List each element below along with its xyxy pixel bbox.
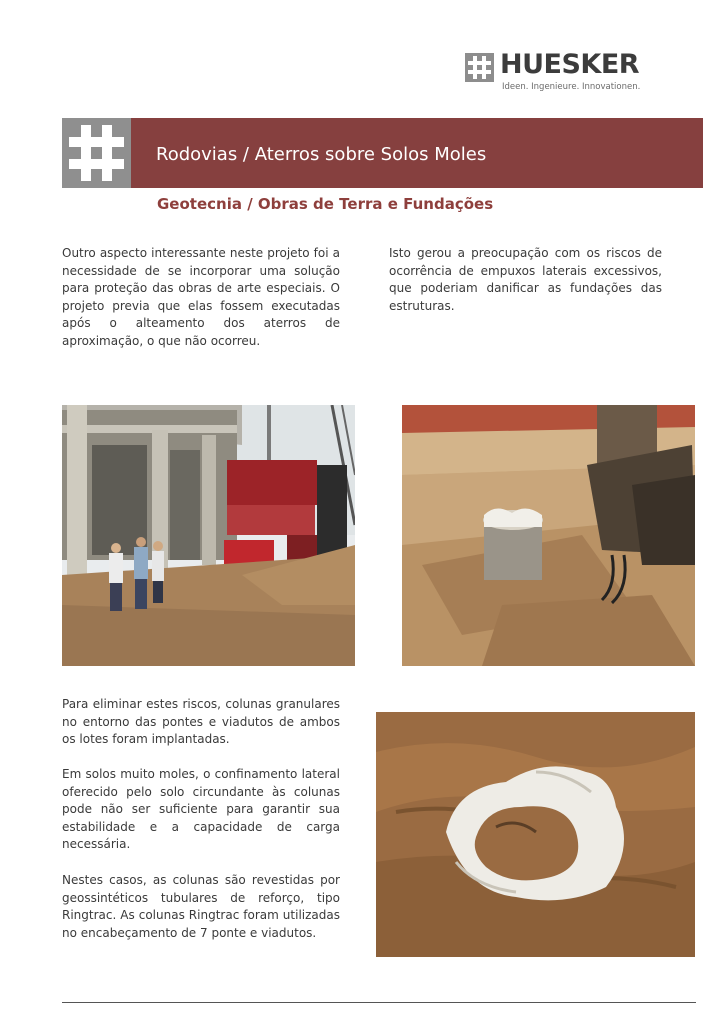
paragraph-risks: Isto gerou a preocupação com os riscos de ocorrência de empuxos laterais excessivos, que poderiam danificar as fundações das estruturas. [389, 246, 662, 313]
photo-ringtrac-geotextile [376, 712, 695, 957]
paragraph-granular-columns: Para eliminar estes riscos, colunas granulares no entorno das pontes e viadutos de ambos os lotes foram implantadas. [62, 697, 340, 747]
brand-name: HUESKER [500, 49, 640, 80]
page-title: Rodovias / Aterros sobre Solos Moles [156, 144, 487, 165]
photo-excavation-column [402, 405, 695, 666]
paragraph-soft-soils: Em solos muito moles, o confinamento lateral oferecido pelo solo circundante às colunas pode não ser suficiente para garantir sua estabilidade e a capacidade de carga necessária. [62, 767, 340, 852]
section-subtitle: Geotecnia / Obras de Terra e Fundações [157, 195, 494, 213]
title-background [131, 118, 703, 188]
footer-divider [62, 1002, 696, 1003]
brand-tagline: Ideen. Ingenieure. Innovationen. [502, 82, 641, 92]
title-band [62, 118, 703, 188]
paragraph-protection: Outro aspecto interessante neste projeto foi a necessidade de se incorporar uma solução para proteção das obras de arte especiais. O projeto previa que elas fossem executadas após o alteamento dos aterros de aproximação, o que não ocorreu. [62, 246, 340, 348]
hash-logo-icon [465, 53, 494, 82]
photo-pile-driver-site [62, 405, 355, 666]
paragraph-ringtrac: Nestes casos, as colunas são revestidas por geossintéticos tubulares de reforço, tipo Ringtrac. As colunas Ringtrac foram utilizadas no encabeçamento de 7 ponte e viadutos. [62, 873, 340, 940]
hash-icon [62, 118, 131, 188]
huesker-logo [465, 49, 650, 94]
